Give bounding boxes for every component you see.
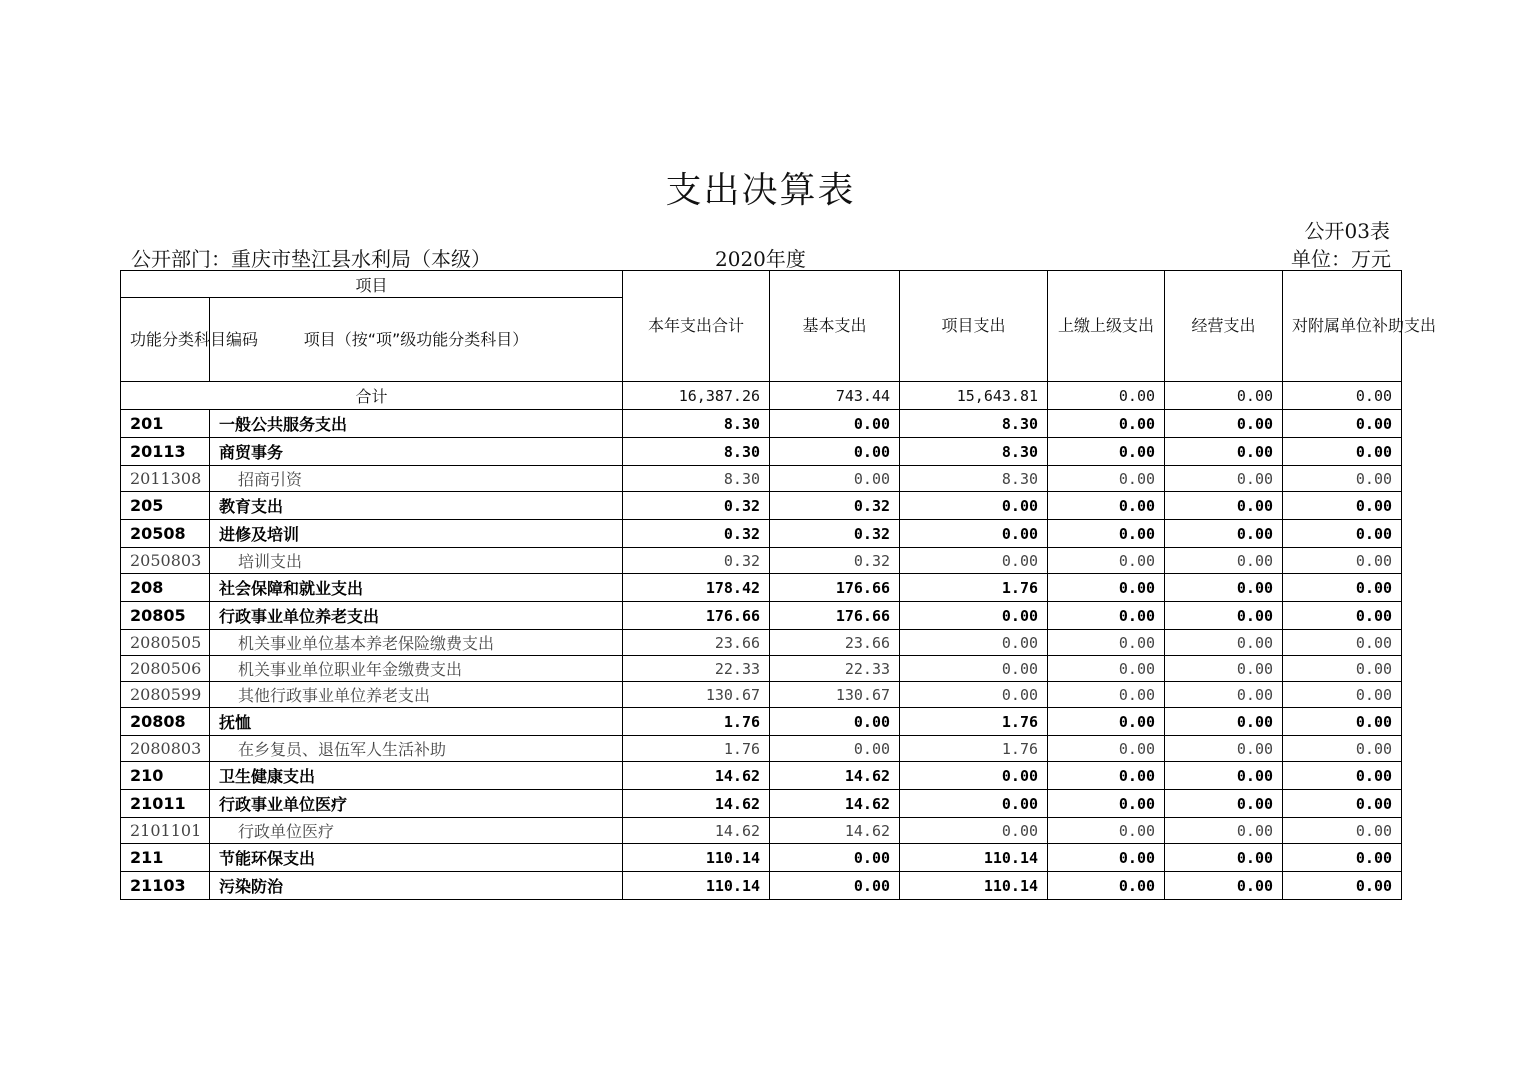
row-value: 0.00: [1048, 708, 1165, 736]
row-value: 0.00: [1048, 682, 1165, 708]
row-value: 0.00: [900, 630, 1048, 656]
row-value: 0.00: [1283, 438, 1402, 466]
row-value: 0.00: [1048, 492, 1165, 520]
row-value: 8.30: [900, 466, 1048, 492]
row-value: 0.00: [1283, 466, 1402, 492]
row-name: 社会保障和就业支出: [210, 574, 623, 602]
row-code: 208: [121, 574, 210, 602]
row-value: 23.66: [770, 630, 900, 656]
row-value: 176.66: [770, 574, 900, 602]
total-value: 15,643.81: [900, 382, 1048, 410]
row-name: 行政事业单位养老支出: [210, 602, 623, 630]
header-subsidy: 对附属单位补助支出: [1283, 271, 1402, 382]
table-row: [121, 682, 1402, 708]
row-value: 0.00: [770, 736, 900, 762]
unit-label: 单位：万元: [1291, 247, 1391, 271]
row-code: 2080505: [121, 630, 210, 656]
row-value: 0.00: [1283, 602, 1402, 630]
row-value: 0.00: [1165, 492, 1283, 520]
row-name: 机关事业单位职业年金缴费支出: [210, 656, 623, 682]
table-number: 公开03表: [1304, 219, 1390, 243]
row-value: 0.00: [770, 410, 900, 438]
row-name: 培训支出: [210, 548, 623, 574]
row-value: 0.32: [770, 492, 900, 520]
row-code: 205: [121, 492, 210, 520]
row-code: 210: [121, 762, 210, 790]
header-upper: 上缴上级支出: [1048, 271, 1165, 382]
meta-row: [131, 243, 1391, 271]
table-row: [121, 438, 1402, 466]
row-value: 0.00: [1165, 574, 1283, 602]
row-value: 0.32: [770, 520, 900, 548]
row-name: 其他行政事业单位养老支出: [210, 682, 623, 708]
row-value: 23.66: [623, 630, 770, 656]
table-row: [121, 656, 1402, 682]
table-row: [121, 736, 1402, 762]
row-value: 0.00: [1048, 736, 1165, 762]
row-code: 211: [121, 844, 210, 872]
department-label: 公开部门：重庆市垫江县水利局（本级）: [131, 247, 491, 271]
row-value: 14.62: [770, 818, 900, 844]
row-value: 0.00: [1283, 492, 1402, 520]
row-value: 8.30: [623, 410, 770, 438]
row-value: 0.00: [1283, 630, 1402, 656]
total-value: 0.00: [1283, 382, 1402, 410]
row-value: 0.00: [1165, 630, 1283, 656]
row-value: 0.00: [1048, 438, 1165, 466]
row-name: 卫生健康支出: [210, 762, 623, 790]
row-name: 进修及培训: [210, 520, 623, 548]
row-value: 0.00: [1283, 790, 1402, 818]
row-value: 0.00: [900, 682, 1048, 708]
row-value: 0.00: [1165, 602, 1283, 630]
row-value: 0.00: [900, 790, 1048, 818]
row-value: 0.00: [1283, 818, 1402, 844]
row-value: 0.00: [1048, 656, 1165, 682]
row-value: 1.76: [623, 736, 770, 762]
header-code: 功能分类科目编码: [121, 298, 210, 382]
row-value: 0.00: [1048, 630, 1165, 656]
table-body: [121, 382, 1402, 900]
row-value: 0.00: [900, 818, 1048, 844]
row-value: 0.00: [1283, 520, 1402, 548]
row-value: 8.30: [623, 438, 770, 466]
row-value: 0.00: [1283, 410, 1402, 438]
total-value: 0.00: [1048, 382, 1165, 410]
row-value: 14.62: [770, 790, 900, 818]
row-value: 0.00: [900, 602, 1048, 630]
header-basic: 基本支出: [770, 271, 900, 382]
row-value: 1.76: [900, 708, 1048, 736]
row-code: 2080506: [121, 656, 210, 682]
row-value: 22.33: [770, 656, 900, 682]
row-value: 0.00: [1048, 548, 1165, 574]
table-row: [121, 466, 1402, 492]
row-value: 14.62: [770, 762, 900, 790]
row-code: 201: [121, 410, 210, 438]
total-row: [121, 382, 1402, 410]
row-value: 0.00: [1048, 762, 1165, 790]
row-value: 0.00: [1048, 410, 1165, 438]
header-name: 项目（按“项”级功能分类科目）: [210, 298, 623, 382]
row-value: 0.00: [1165, 466, 1283, 492]
row-name: 污染防治: [210, 872, 623, 900]
row-value: 0.32: [623, 492, 770, 520]
row-value: 0.00: [900, 492, 1048, 520]
row-value: 0.32: [770, 548, 900, 574]
row-value: 0.00: [1048, 574, 1165, 602]
table-row: [121, 844, 1402, 872]
table-row: [121, 630, 1402, 656]
row-value: 0.00: [1048, 872, 1165, 900]
row-value: 1.76: [623, 708, 770, 736]
total-value: 743.44: [770, 382, 900, 410]
row-value: 0.00: [1048, 790, 1165, 818]
row-value: 1.76: [900, 736, 1048, 762]
row-name: 一般公共服务支出: [210, 410, 623, 438]
row-value: 0.00: [770, 466, 900, 492]
row-value: 0.00: [1165, 682, 1283, 708]
row-value: 0.00: [1283, 574, 1402, 602]
row-value: 130.67: [623, 682, 770, 708]
row-value: 0.00: [900, 762, 1048, 790]
row-value: 0.00: [1165, 736, 1283, 762]
row-code: 2011308: [121, 466, 210, 492]
row-value: 0.00: [770, 708, 900, 736]
row-value: 0.00: [770, 438, 900, 466]
header-project: 项目支出: [900, 271, 1048, 382]
row-value: 110.14: [900, 844, 1048, 872]
row-value: 1.76: [900, 574, 1048, 602]
row-name: 行政事业单位医疗: [210, 790, 623, 818]
row-name: 行政单位医疗: [210, 818, 623, 844]
table-row: [121, 790, 1402, 818]
row-value: 0.00: [770, 872, 900, 900]
table-row: [121, 602, 1402, 630]
row-name: 机关事业单位基本养老保险缴费支出: [210, 630, 623, 656]
row-value: 0.00: [1048, 844, 1165, 872]
row-value: 0.00: [1165, 762, 1283, 790]
row-value: 0.00: [1165, 438, 1283, 466]
row-value: 14.62: [623, 790, 770, 818]
row-value: 0.00: [1165, 548, 1283, 574]
table-row: [121, 872, 1402, 900]
total-label: 合计: [121, 382, 623, 410]
row-value: 0.00: [1165, 520, 1283, 548]
table-row: [121, 574, 1402, 602]
row-value: 0.00: [1165, 656, 1283, 682]
row-code: 21011: [121, 790, 210, 818]
row-value: 0.00: [1165, 708, 1283, 736]
row-name: 在乡复员、退伍军人生活补助: [210, 736, 623, 762]
row-value: 176.66: [770, 602, 900, 630]
row-value: 0.00: [1283, 844, 1402, 872]
row-value: 130.67: [770, 682, 900, 708]
row-value: 176.66: [623, 602, 770, 630]
table-row: [121, 520, 1402, 548]
header-total: 本年支出合计: [623, 271, 770, 382]
total-value: 16,387.26: [623, 382, 770, 410]
row-value: 0.00: [900, 520, 1048, 548]
row-value: 0.32: [623, 548, 770, 574]
row-value: 0.00: [1283, 736, 1402, 762]
year-label: 2020年度: [715, 247, 806, 271]
row-code: 20113: [121, 438, 210, 466]
row-code: 2080599: [121, 682, 210, 708]
table-row: [121, 548, 1402, 574]
row-value: 0.00: [1165, 790, 1283, 818]
header-item-group: 项目: [121, 271, 623, 298]
row-code: 20805: [121, 602, 210, 630]
row-code: 2080803: [121, 736, 210, 762]
row-value: 0.00: [1048, 602, 1165, 630]
row-value: 0.32: [623, 520, 770, 548]
row-value: 0.00: [1048, 466, 1165, 492]
row-value: 14.62: [623, 818, 770, 844]
row-value: 0.00: [900, 656, 1048, 682]
row-value: 0.00: [1048, 818, 1165, 844]
row-value: 0.00: [1283, 708, 1402, 736]
row-value: 8.30: [900, 410, 1048, 438]
row-value: 0.00: [1048, 520, 1165, 548]
row-value: 0.00: [1165, 872, 1283, 900]
total-value: 0.00: [1165, 382, 1283, 410]
row-name: 招商引资: [210, 466, 623, 492]
table-row: [121, 410, 1402, 438]
row-value: 0.00: [1283, 656, 1402, 682]
row-value: 110.14: [900, 872, 1048, 900]
row-code: 20808: [121, 708, 210, 736]
table-row: [121, 492, 1402, 520]
row-value: 0.00: [1283, 682, 1402, 708]
row-value: 0.00: [1283, 872, 1402, 900]
row-value: 110.14: [623, 872, 770, 900]
table-row: [121, 708, 1402, 736]
row-value: 14.62: [623, 762, 770, 790]
row-value: 0.00: [1165, 844, 1283, 872]
expenditure-table: [120, 270, 1437, 900]
row-value: 0.00: [1165, 818, 1283, 844]
page-title: 支出决算表: [665, 170, 856, 211]
row-name: 教育支出: [210, 492, 623, 520]
row-value: 0.00: [1283, 762, 1402, 790]
row-value: 0.00: [900, 548, 1048, 574]
row-name: 抚恤: [210, 708, 623, 736]
row-name: 节能环保支出: [210, 844, 623, 872]
row-value: 0.00: [1165, 410, 1283, 438]
row-code: 2050803: [121, 548, 210, 574]
header-business: 经营支出: [1165, 271, 1283, 382]
table-row: [121, 818, 1402, 844]
row-value: 0.00: [770, 844, 900, 872]
row-value: 0.00: [1283, 548, 1402, 574]
row-name: 商贸事务: [210, 438, 623, 466]
row-code: 2101101: [121, 818, 210, 844]
row-value: 110.14: [623, 844, 770, 872]
table-row: [121, 762, 1402, 790]
row-code: 21103: [121, 872, 210, 900]
row-value: 178.42: [623, 574, 770, 602]
row-code: 20508: [121, 520, 210, 548]
row-value: 22.33: [623, 656, 770, 682]
row-value: 8.30: [623, 466, 770, 492]
row-value: 8.30: [900, 438, 1048, 466]
